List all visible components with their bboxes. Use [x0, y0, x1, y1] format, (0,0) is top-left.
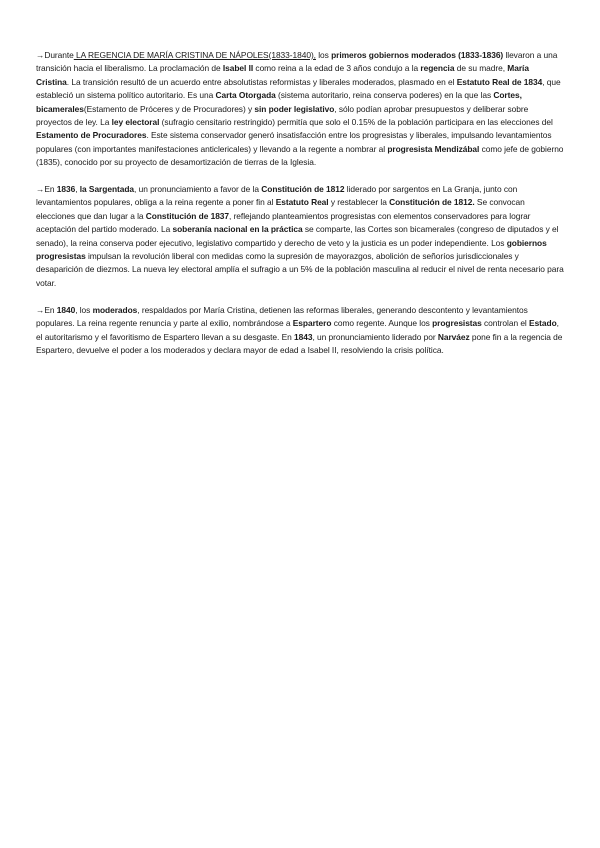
body-text: →En [36, 304, 57, 315]
document-page [36, 49, 564, 371]
body-text: llevaron a una transición hacia el liberalismo. La proclamación de [36, 50, 558, 74]
bold-text: 1840 [56, 304, 76, 315]
bold-text: Estado [529, 318, 557, 329]
body-text: (sistema autoritario, reina conserva poderes) en la que las [275, 90, 494, 101]
bold-text: Constitución de 1812 [261, 184, 345, 195]
body-text: →En [36, 184, 57, 195]
body-text: →Durante [36, 50, 74, 60]
body-text: , [75, 184, 80, 195]
paragraph-sargentada-1836 [36, 183, 564, 290]
body-text: los [315, 50, 332, 60]
bold-text: Carta Otorgada [215, 90, 276, 101]
bold-text: progresista Mendizábal [387, 143, 480, 154]
bold-text: regencia [420, 63, 455, 74]
bold-text: Narváez [437, 331, 470, 342]
body-text: , que estableció un sistema político autoritario. Es una [36, 76, 561, 101]
body-text: (Estamento de Próceres y de Procuradores) y [83, 103, 255, 114]
bold-text: moderados [92, 304, 138, 315]
body-text: , respaldados por María Cristina, detienen las reformas liberales, generando descontento y levantamientos populares. La reina regente renuncia y parte al exilio, nombrándose a [36, 304, 528, 329]
body-text: pone fin a la regencia de Espartero, devuelve el poder a los moderados y declara mayor de edad a Isabel II, resolviendo la crisis política. [36, 331, 563, 355]
body-text: de su madre, [454, 63, 508, 74]
body-text: y restablecer la [328, 197, 390, 208]
body-text: como regente. Aunque los [331, 318, 433, 329]
body-text: (sufragio censitario restringido) permitía que solo el 0.15% de la población participara en las elecciones del [159, 117, 553, 128]
bold-text: Cortes, bicamerales [36, 90, 522, 114]
bold-text: soberanía nacional en la práctica [172, 224, 303, 235]
body-text: , un pronunciamiento liderado por [312, 331, 438, 342]
bold-text: María Cristina [36, 63, 529, 87]
bold-text: Estatuto Real de 1834 [456, 76, 543, 87]
bold-text: la Sargentada [79, 184, 135, 195]
bold-text: Constitución de 1812. [389, 197, 475, 208]
bold-text: Estamento de Procuradores [36, 130, 147, 141]
paragraph-regencia-maria-cristina [36, 49, 564, 170]
body-text: como jefe de gobierno (1835), conocido por su proyecto de desamortización de tierras de la Iglesia. [36, 143, 564, 168]
bold-text: sin poder legislativo [254, 103, 335, 114]
body-text: como reina a la edad de 3 años condujo a la [253, 63, 421, 74]
body-text: . La transición resultó de un acuerdo entre absolutistas reformistas y liberales moderados, plasmado en el [66, 76, 457, 87]
body-text: liderado por sargentos en La Granja, junto con levantamientos populares, obliga a la reina regente a poner fin al [36, 184, 518, 208]
underlined-heading-text: LA REGENCIA DE MARÍA CRISTINA DE NÁPOLES(1833-1840), [73, 50, 316, 60]
bold-text: primeros gobiernos moderados (1833-1836) [331, 50, 504, 60]
bold-text: Estatuto Real [275, 197, 329, 208]
body-text: impulsan la revolución liberal con medidas como la supresión de mayorazgos, abolición de señoríos jurisdiccionales y desaparición de diezmos. La nueva ley electoral amplía el sufragio a un 5% de la población masculina al reducir el nivel de renta necesario para votar. [36, 251, 564, 288]
bold-text: progresistas [432, 318, 482, 329]
bold-text: 1843 [294, 331, 313, 342]
body-text: , un pronunciamiento a favor de la [134, 184, 262, 195]
body-text: controlan el [481, 318, 530, 329]
bold-text: Constitución de 1837 [145, 210, 230, 221]
body-text: , los [75, 304, 93, 315]
bold-text: ley electoral [111, 117, 160, 128]
body-text: Se convocan elecciones que dan lugar a la [36, 197, 525, 221]
body-text: , sólo podían aprobar presupuestos y deliberar sobre proyectos de ley. La [36, 103, 529, 128]
body-text: , reflejando planteamientos progresistas con elementos conservadores para lograr aceptación del partido moderado. La [36, 210, 531, 235]
body-text: , el autoritarismo y el favoritismo de Espartero llevan a su desgaste. En [36, 318, 559, 342]
body-text: . Este sistema conservador generó insatisfacción entre los progresistas y liberales, impulsando levantamientos populares (con importantes manifestaciones anticlericales) y llevando a la regente a nombrar al [36, 130, 552, 154]
bold-text: 1836 [56, 184, 76, 195]
bold-text: Espartero [292, 318, 332, 329]
bold-text: Isabel II [222, 63, 254, 74]
body-text: se comparte, las Cortes son bicamerales (congreso de diputados y el senado), la reina conserva poder ejecutivo, legislativo compartido y derecho de veto y la justicia es un poder independiente. Los [36, 224, 559, 248]
paragraph-moderados-1840 [36, 304, 564, 358]
bold-text: gobiernos progresistas [36, 237, 547, 262]
